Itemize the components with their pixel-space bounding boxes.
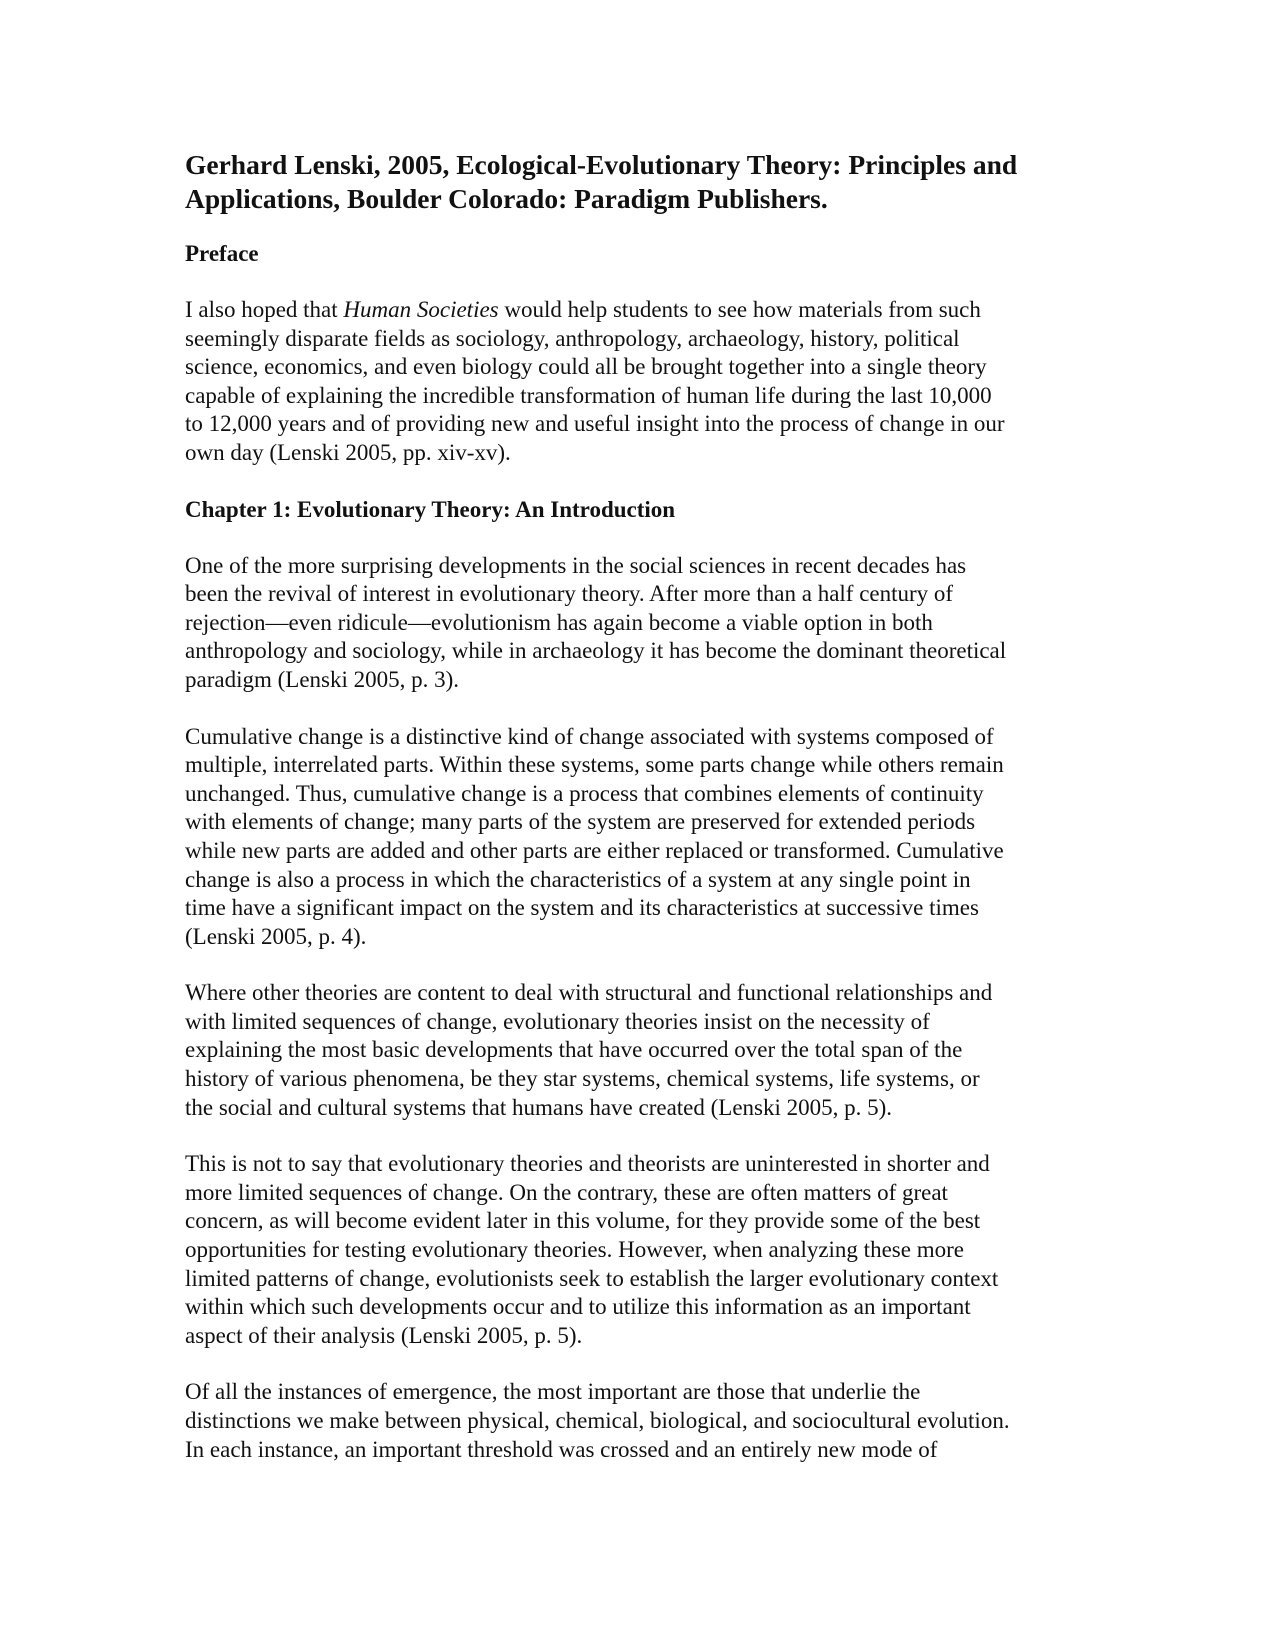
paragraph-line: the social and cultural systems that humans have created (Lenski 2005, p. 5). bbox=[185, 1094, 893, 1120]
paragraph-line: Of all the instances of emergence, the most important are those that underlie the bbox=[185, 1379, 921, 1405]
paragraph-line: distinctions we make between physical, chemical, biological, and sociocultural evolution. bbox=[185, 1408, 1010, 1433]
paragraph-line: limited patterns of change, evolutionists seek to establish the larger evolutionary context bbox=[185, 1265, 999, 1291]
chapter-paragraph bbox=[185, 723, 1085, 952]
paragraph-line: paradigm (Lenski 2005, p. 3). bbox=[185, 666, 460, 692]
paragraph-line: This is not to say that evolutionary theories and theorists are uninterested in shorter and bbox=[185, 1151, 990, 1177]
paragraph-line: been the revival of interest in evolutionary theory. After more than a half century of bbox=[185, 581, 954, 607]
paragraph-line: concern, as will become evident later in this volume, for they provide some of the best bbox=[185, 1208, 981, 1234]
text-run: I also hoped that bbox=[185, 297, 344, 322]
paragraph-line: Where other theories are content to deal with structural and functional relationships and bbox=[185, 980, 993, 1006]
paragraph-line: aspect of their analysis (Lenski 2005, p. 5). bbox=[185, 1322, 583, 1348]
document-page bbox=[185, 148, 1085, 1492]
preface-paragraph bbox=[185, 296, 1085, 468]
chapter-1-heading: Chapter 1: Evolutionary Theory: An Introduction bbox=[185, 496, 676, 522]
chapter-paragraph bbox=[185, 979, 1085, 1122]
chapter-paragraph bbox=[185, 552, 1085, 695]
paragraph-line bbox=[185, 296, 1085, 325]
paragraph-line: unchanged. Thus, cumulative change is a process that combines elements of continuity bbox=[185, 780, 984, 806]
paragraph-line: multiple, interrelated parts. Within these systems, some parts change while others remain bbox=[185, 752, 1004, 778]
paragraph-line: (Lenski 2005, p. 4). bbox=[185, 923, 367, 949]
document-title bbox=[185, 148, 1085, 216]
preface-heading: Preface bbox=[185, 241, 259, 266]
paragraph-line: time have a significant impact on the system and its characteristics at successive times bbox=[185, 895, 979, 921]
paragraph-line: capable of explaining the incredible transformation of human life during the last 10,000 bbox=[185, 382, 992, 408]
paragraph-line: within which such developments occur and to utilize this information as an important bbox=[185, 1294, 971, 1320]
title-line: Applications, Boulder Colorado: Paradigm Publishers. bbox=[185, 183, 828, 214]
paragraph-line: explaining the most basic developments that have occurred over the total span of the bbox=[185, 1037, 963, 1063]
paragraph-line: seemingly disparate fields as sociology, anthropology, archaeology, history, political bbox=[185, 325, 960, 351]
paragraph-line: while new parts are added and other parts are either replaced or transformed. Cumulative bbox=[185, 837, 1004, 863]
paragraph-line: with limited sequences of change, evolutionary theories insist on the necessity of bbox=[185, 1008, 930, 1034]
paragraph-line: more limited sequences of change. On the contrary, these are often matters of great bbox=[185, 1179, 948, 1205]
paragraph-line: opportunities for testing evolutionary theories. However, when analyzing these more bbox=[185, 1237, 964, 1263]
paragraph-line: history of various phenomena, be they star systems, chemical systems, life systems, or bbox=[185, 1066, 980, 1092]
paragraph-line: anthropology and sociology, while in archaeology it has become the dominant theoretical bbox=[185, 638, 1007, 664]
paragraph-line: change is also a process in which the characteristics of a system at any single point in bbox=[185, 866, 971, 892]
paragraph-line: One of the more surprising developments in the social sciences in recent decades has bbox=[185, 552, 967, 578]
chapter-paragraph bbox=[185, 1150, 1085, 1350]
paragraph-line: science, economics, and even biology could all be brought together into a single theory bbox=[185, 354, 987, 380]
paragraph-line: rejection—even ridicule—evolutionism has again become a viable option in both bbox=[185, 609, 933, 635]
paragraph-line: In each instance, an important threshold was crossed and an entirely new mode of bbox=[185, 1436, 938, 1462]
paragraph-line: with elements of change; many parts of the system are preserved for extended periods bbox=[185, 809, 976, 835]
title-line: Gerhard Lenski, 2005, Ecological-Evolutionary Theory: Principles and bbox=[185, 149, 1018, 180]
paragraph-line: Cumulative change is a distinctive kind of change associated with systems composed of bbox=[185, 723, 994, 749]
book-title-italic: Human Societies bbox=[343, 297, 499, 322]
chapter-paragraph bbox=[185, 1378, 1085, 1464]
paragraph-line: to 12,000 years and of providing new and useful insight into the process of change in our bbox=[185, 411, 1005, 437]
text-run: would help students to see how materials from such bbox=[498, 297, 981, 322]
paragraph-line: own day (Lenski 2005, pp. xiv-xv). bbox=[185, 439, 511, 465]
